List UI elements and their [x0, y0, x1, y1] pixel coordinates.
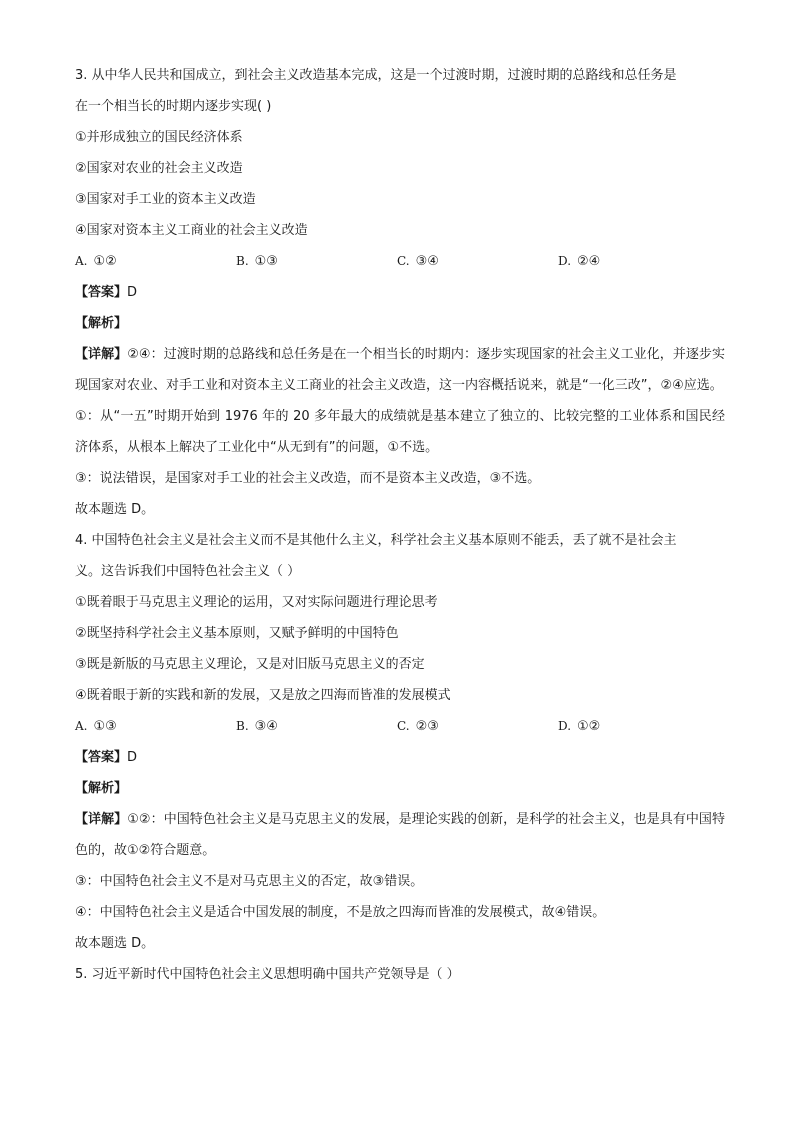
detail-text: ①②：中国特色社会主义是马克思主义的发展，是理论实践的创新，是科学的社会主义，也是具有中国特色的，故①②符合题意。 — [75, 812, 725, 858]
q3-analysis-tag — [75, 308, 725, 339]
q4-stem-line-1: 4. 中国特色社会主义是社会主义而不是其他什么主义，科学社会主义基本原则不能丢，丢了就不是社会主 — [75, 533, 677, 548]
q3-item-2: ②国家对农业的社会主义改造 — [75, 161, 243, 176]
q4-stem-line-2: 义。这告诉我们中国特色社会主义（ ） — [75, 564, 301, 579]
q4-conclusion: 故本题选 D。 — [75, 936, 155, 951]
q4-note-2: ④：中国特色社会主义是适合中国发展的制度，不是放之四海而皆准的发展模式，故④错误。 — [75, 905, 606, 920]
q4-detail — [75, 804, 725, 866]
q3-note-1: ①：从“一五”时期开始到 1976 年的 20 多年最大的成绩就是基本建立了独立的、比较完整的工业体系和国民经济体系，从根本上解决了工业化中“从无到有”的问题，①不选。 — [75, 409, 725, 455]
option-text: ①② — [577, 719, 601, 734]
answer-tag: 【答案】 — [75, 285, 128, 300]
option-letter: C. — [397, 254, 410, 268]
question-3 — [75, 60, 725, 525]
q3-option-c — [397, 246, 558, 277]
option-text: ②④ — [577, 254, 601, 269]
answer-value: D — [127, 750, 138, 765]
q4-item-3: ③既是新版的马克思主义理论，又是对旧版马克思主义的否定 — [75, 657, 425, 672]
option-text: ①③ — [93, 719, 117, 734]
q4-option-c — [397, 711, 558, 742]
option-letter: D. — [558, 719, 572, 733]
q4-option-b — [236, 711, 397, 742]
q4-analysis-tag — [75, 773, 725, 804]
q3-option-a — [75, 246, 236, 277]
q3-option-b — [236, 246, 397, 277]
option-text: ③④ — [415, 254, 439, 269]
question-4 — [75, 525, 725, 959]
option-letter: B. — [236, 719, 249, 733]
document-page — [75, 60, 725, 990]
option-text: ③④ — [254, 719, 278, 734]
q4-option-a — [75, 711, 236, 742]
q3-option-d — [558, 246, 719, 277]
detail-tag: 【详解】 — [75, 347, 128, 362]
answer-value: D — [127, 285, 138, 300]
q3-stem-line-2: 在一个相当长的时期内逐步实现( ) — [75, 99, 272, 114]
q4-options — [75, 711, 725, 742]
detail-text: ②④：过渡时期的总路线和总任务是在一个相当长的时期内：逐步实现国家的社会主义工业化，并逐步实现国家对农业、对手工业和对资本主义工商业的社会主义改造，这一内容概括说来，就是“一化三改”，②④应选。 — [75, 347, 725, 393]
q3-options — [75, 246, 725, 277]
q3-conclusion: 故本题选 D。 — [75, 502, 155, 517]
q5-stem-line-1: 5. 习近平新时代中国特色社会主义思想明确中国共产党领导是（ ） — [75, 967, 460, 982]
option-letter: B. — [236, 254, 249, 268]
option-letter: D. — [558, 254, 572, 268]
question-5 — [75, 959, 725, 990]
analysis-tag: 【解析】 — [75, 781, 128, 796]
q3-answer — [75, 277, 725, 308]
option-text: ①② — [93, 254, 117, 269]
detail-tag: 【详解】 — [75, 812, 128, 827]
option-letter: C. — [397, 719, 410, 733]
option-text: ①③ — [254, 254, 278, 269]
option-text: ②③ — [415, 719, 439, 734]
q3-detail — [75, 339, 725, 401]
q4-item-4: ④既着眼于新的实践和新的发展，又是放之四海而皆准的发展模式 — [75, 688, 451, 703]
q3-note-2: ③：说法错误，是国家对手工业的社会主义改造，而不是资本主义改造，③不选。 — [75, 471, 541, 486]
q3-item-3: ③国家对手工业的资本主义改造 — [75, 192, 256, 207]
q3-item-4: ④国家对资本主义工商业的社会主义改造 — [75, 223, 308, 238]
q4-note-1: ③：中国特色社会主义不是对马克思主义的否定，故③错误。 — [75, 874, 424, 889]
option-letter: A. — [75, 254, 88, 268]
q4-answer — [75, 742, 725, 773]
q4-item-1: ①既着眼于马克思主义理论的运用，又对实际问题进行理论思考 — [75, 595, 438, 610]
analysis-tag: 【解析】 — [75, 316, 128, 331]
option-letter: A. — [75, 719, 88, 733]
q4-item-2: ②既坚持科学社会主义基本原则，又赋予鲜明的中国特色 — [75, 626, 399, 641]
q3-stem-line-1: 3. 从中华人民共和国成立，到社会主义改造基本完成，这是一个过渡时期，过渡时期的总路线和总任务是 — [75, 68, 677, 83]
answer-tag: 【答案】 — [75, 750, 128, 765]
q4-option-d — [558, 711, 719, 742]
q3-item-1: ①并形成独立的国民经济体系 — [75, 130, 243, 145]
